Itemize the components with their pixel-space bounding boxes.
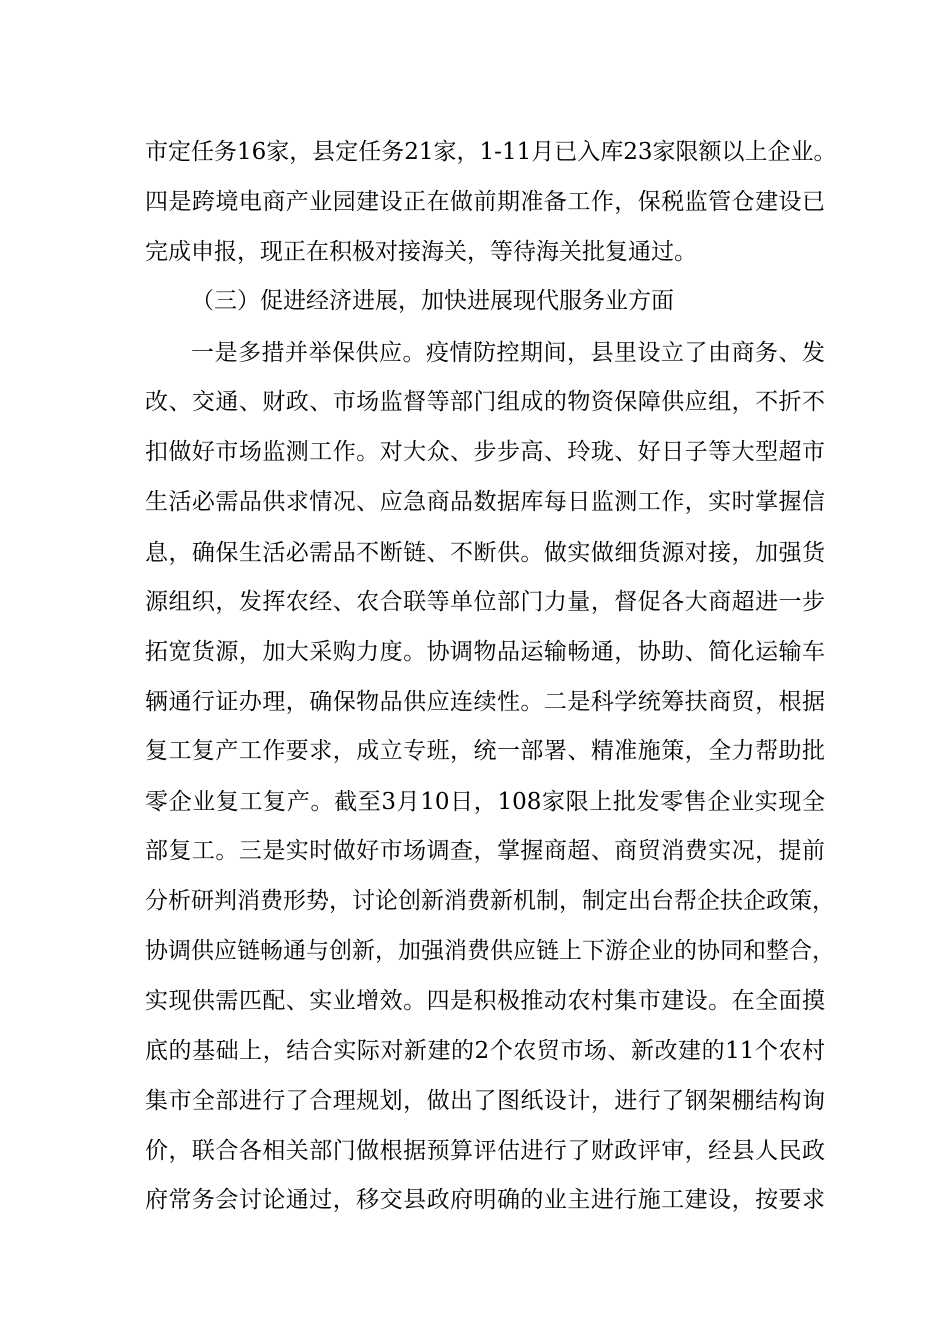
paragraph-start: 一是多措并举保供应。疫情防控期间，县里设立了由商务、发 [191,340,825,366]
text-line: 底的基础上，结合实际对新建的2个农贸市场、新改建的11个农村 [145,1038,825,1064]
text-line: 复工复产工作要求，成立专班，统一部署、精准施策，全力帮助批 [145,738,825,764]
text-line: 扣做好市场监测工作。对大众、步步高、玲珑、好日子等大型超市 [145,439,825,465]
text-line: 完成申报，现正在积极对接海关，等待海关批复通过。 [145,239,697,265]
text-line: 生活必需品供求情况、应急商品数据库每日监测工作，实时掌握信 [145,489,825,515]
text-line: 拓宽货源，加大采购力度。协调物品运输畅通，协助、简化运输车 [145,639,825,665]
text-line: 源组织，发挥农经、农合联等单位部门力量，督促各大商超进一步 [145,589,825,615]
text-line: 部复工。三是实时做好市场调查，掌握商超、商贸消费实况，提前 [145,838,825,864]
text-line: 集市全部进行了合理规划，做出了图纸设计，进行了钢架棚结构询 [145,1088,825,1114]
text-line: 四是跨境电商产业园建设正在做前期准备工作，保税监管仓建设已 [145,189,825,215]
text-line: 协调供应链畅通与创新，加强消费供应链上下游企业的协同和整合， [145,938,835,964]
text-line: 零企业复工复产。截至3月10日，108家限上批发零售企业实现全 [145,789,825,815]
text-line: 实现供需匹配、实业增效。四是积极推动农村集市建设。在全面摸 [145,988,825,1014]
text-line: 改、交通、财政、市场监督等部门组成的物资保障供应组，不折不 [145,389,825,415]
section-heading: （三）促进经济进展，加快进展现代服务业方面 [191,288,674,314]
text-line: 息，确保生活必需品不断链、不断供。做实做细货源对接，加强货 [145,540,825,566]
text-line: 辆通行证办理，确保物品供应连续性。二是科学统筹扶商贸，根据 [145,689,825,715]
text-line: 分析研判消费形势，讨论创新消费新机制，制定出台帮企扶企政策， [145,888,835,914]
text-line: 价，联合各相关部门做根据预算评估进行了财政评审，经县人民政 [145,1138,825,1164]
text-line: 市定任务16家，县定任务21家，1-11月已入库23家限额以上企业。 [145,139,837,165]
text-line: 府常务会讨论通过，移交县政府明确的业主进行施工建设，按要求 [145,1187,825,1213]
